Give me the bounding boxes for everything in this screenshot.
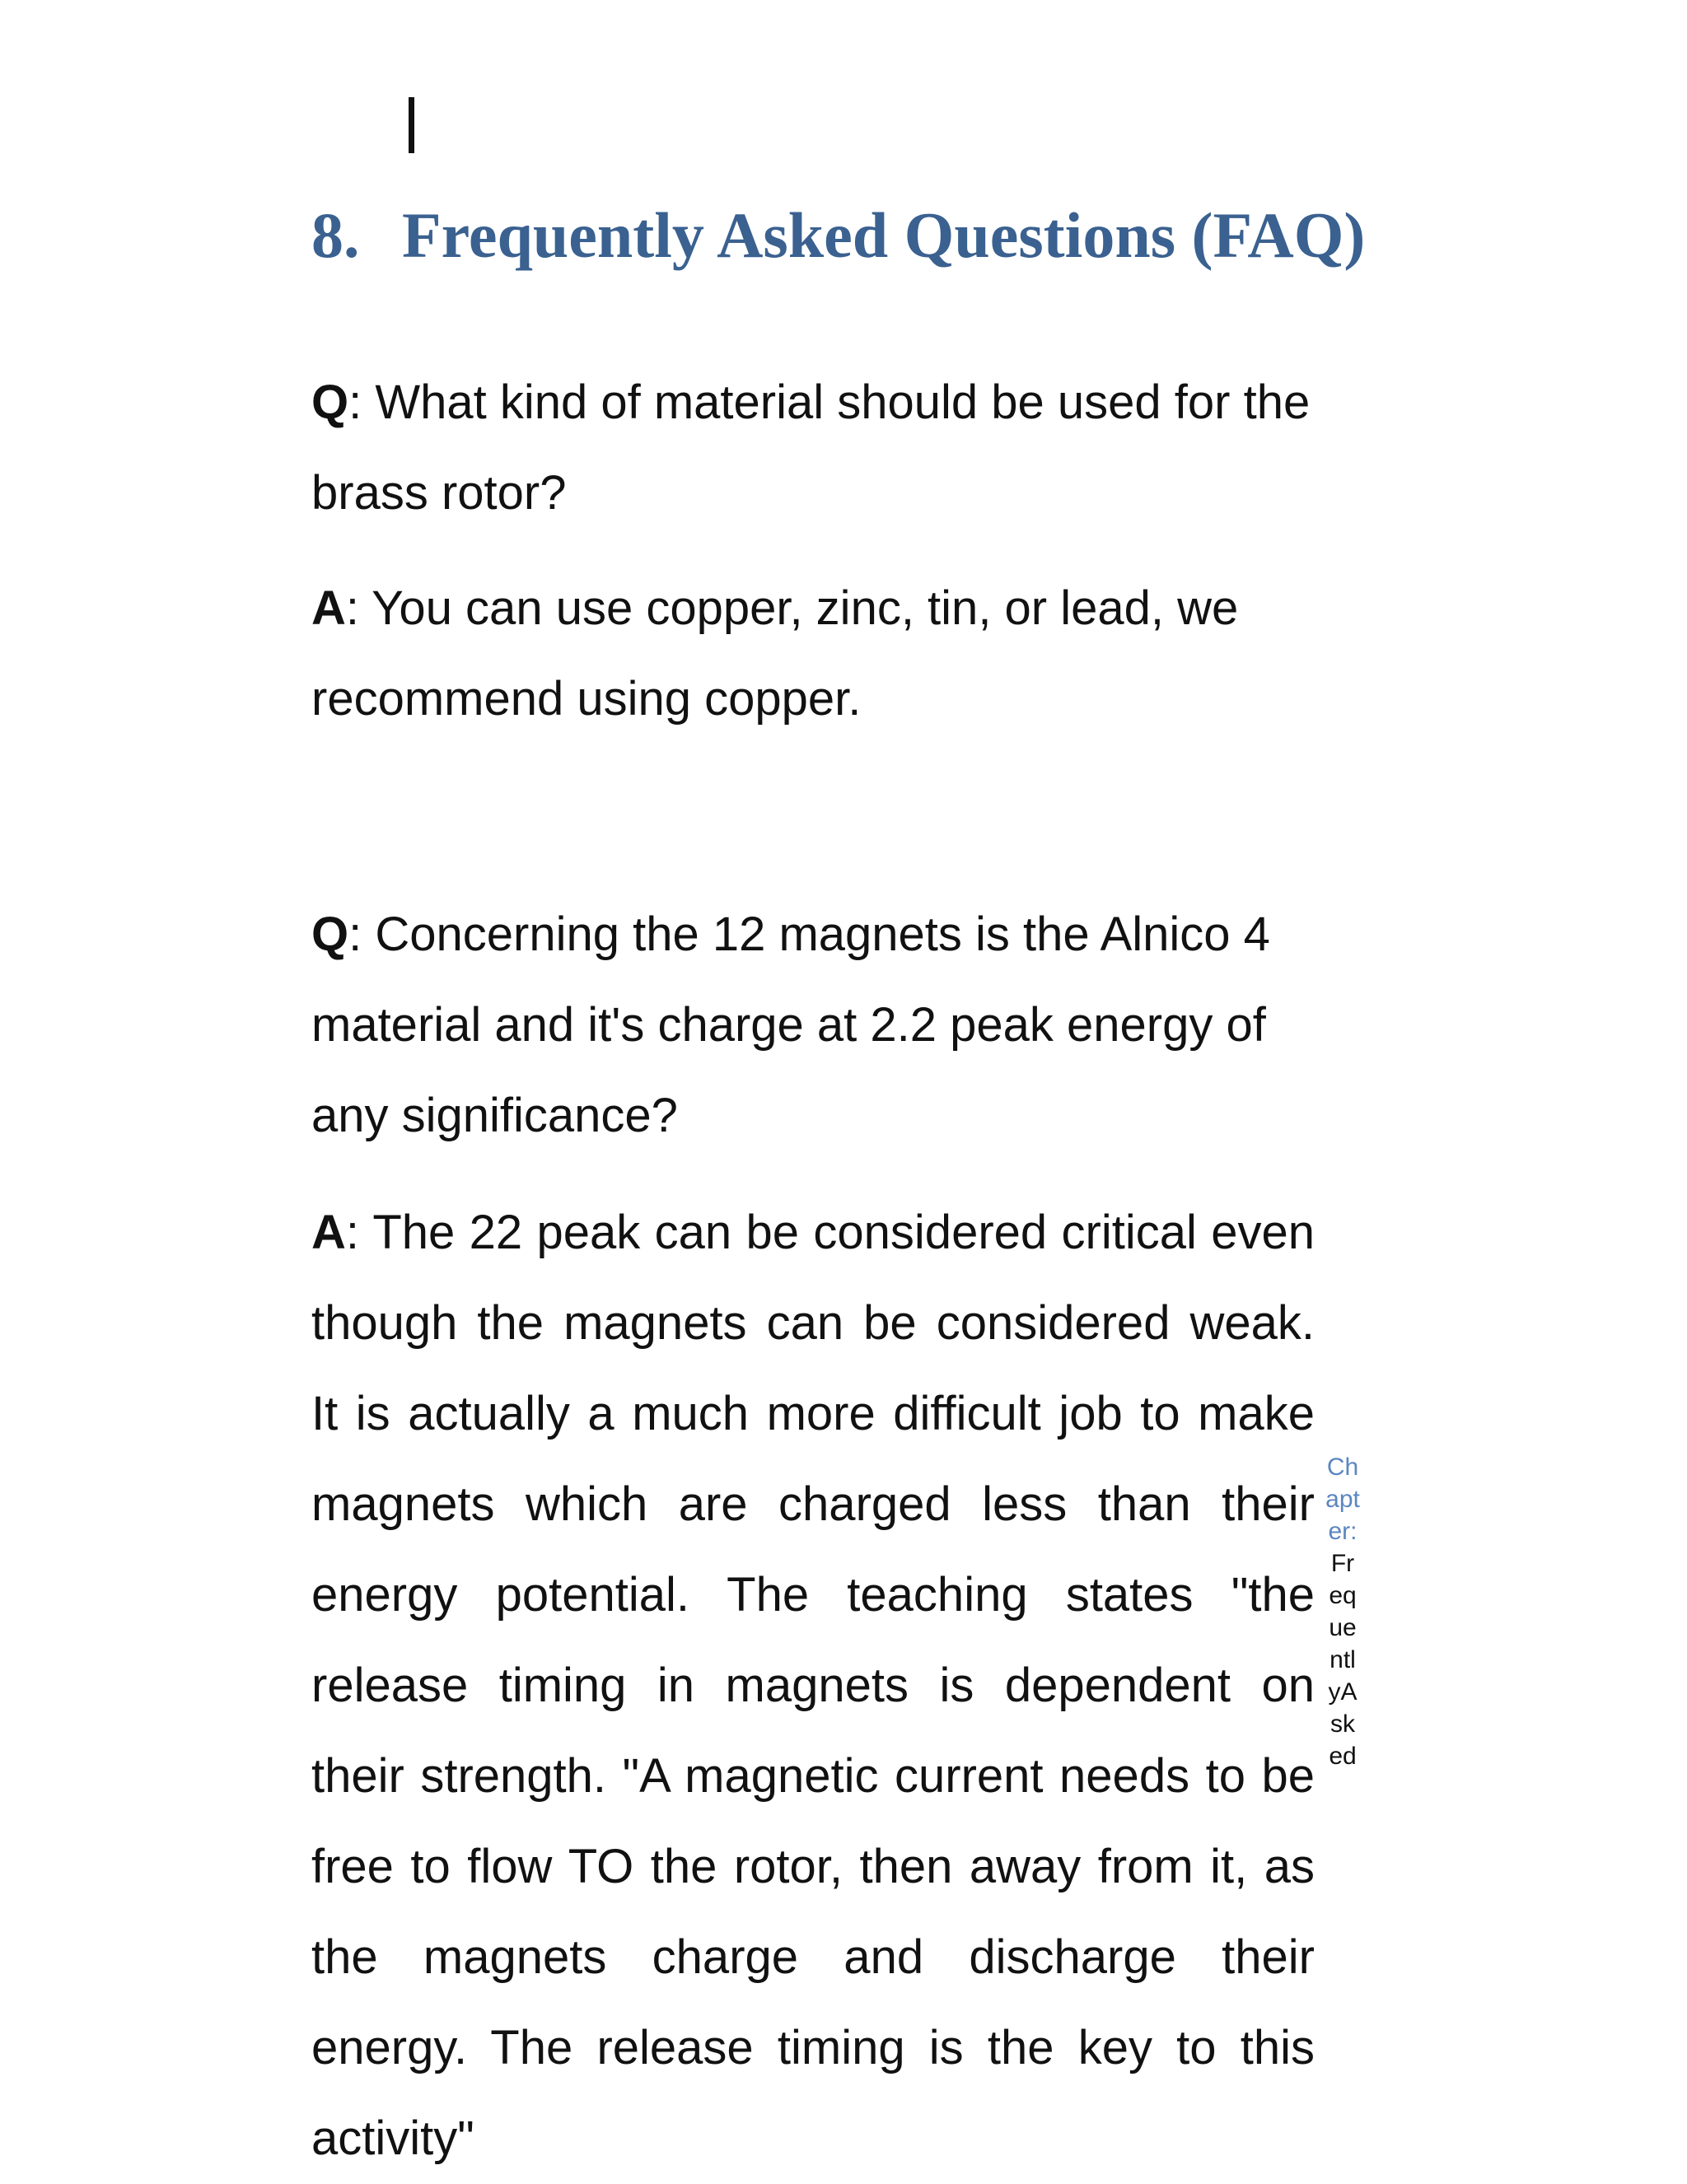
chapter-side-label: [1325, 1451, 1361, 1772]
answer-text: : You can use copper, zinc, tin, or lead, we recommend using copper.: [311, 581, 1239, 726]
faq-answer-2: [311, 1188, 1315, 2184]
section-heading: [311, 196, 1365, 275]
faq-question-2: [311, 889, 1315, 1161]
answer-marker: A: [311, 1206, 346, 1259]
answer-text: : The 22 peak can be considered critical even though the magnets can be considered weak. It is actually a much more difficult job to make magnets which are charged less than their energy potential. The teaching states "the release timing in magnets is dependent on their strength. "A magnetic current needs to be free to flow TO the rotor, then away from it, as the magnets charge and discharge their energy. The release timing is the key to this activity": [311, 1206, 1315, 2165]
chapter-label-text: FrequentlyAsked: [1328, 1550, 1358, 1770]
question-text: : What kind of material should be used for the brass rotor?: [311, 376, 1311, 520]
question-text: : Concerning the 12 magnets is the Alnico 4 material and it's charge at 2.2 peak energy of any significance?: [311, 908, 1270, 1142]
question-marker: Q: [311, 908, 349, 961]
faq-answer-1: [311, 563, 1315, 744]
section-title: Frequently Asked Questions (FAQ): [402, 199, 1366, 271]
faq-question-1: [311, 357, 1315, 539]
question-marker: Q: [311, 376, 349, 429]
text-cursor: [409, 97, 414, 153]
chapter-label-prefix: Chapter:: [1325, 1454, 1360, 1545]
section-number: 8.: [311, 199, 360, 271]
answer-marker: A: [311, 581, 346, 635]
